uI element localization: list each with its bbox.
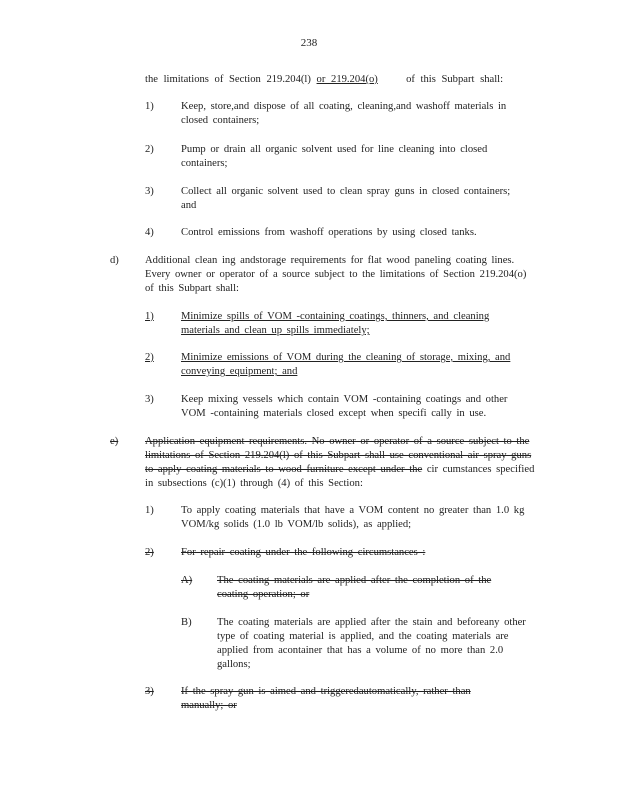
c-item-2-label: 2)	[145, 144, 154, 155]
e-item-2-label: 2)	[145, 547, 154, 558]
intro-suffix: of this Subpart shall:	[406, 74, 504, 85]
intro-line	[145, 73, 545, 87]
d-item-2-text: Minimize emissions of VOM during the cleaning of storage, mixing, and conveying equipment; and	[181, 352, 511, 377]
intro-inserted: or 219.204(o)	[316, 74, 378, 85]
c-item-3-text: Collect all organic solvent used to clean spray guns in closed containers; and	[181, 186, 511, 211]
e-item-2-text: For repair coating under the following circumstances :	[181, 547, 426, 558]
e-sub-b-label: B)	[181, 617, 192, 628]
section-d-text: Additional clean ing andstorage requirements for flat wood paneling coating lines. Every owner or operator of a source subject to the limitations of Section 219.204(o) of this Subpart shall:	[145, 255, 527, 294]
page-number: 238	[300, 37, 318, 49]
d-item-1-text: Minimize spills of VOM -containing coatings, thinners, and cleaning materials and clean up spills immediately;	[181, 311, 490, 336]
c-item-3-label: 3)	[145, 186, 154, 197]
d-item-3-text: Keep mixing vessels which contain VOM -containing coatings and other VOM -containing materials closed except when specifi cally in use.	[181, 394, 508, 419]
c-item-4-label: 4)	[145, 227, 154, 238]
section-e-text	[145, 435, 543, 491]
section-e-label: e)	[110, 436, 119, 447]
e-item-1-text: To apply coating materials that have a VOM content no greater than 1.0 kg VOM/kg solids (1.0 lb VOM/lb solids), as applied;	[181, 505, 525, 530]
c-item-2-text: Pump or drain all organic solvent used for line cleaning into closed containers;	[181, 144, 488, 169]
intro-prefix: the limitations of Section 219.204(l)	[145, 74, 311, 85]
e-sub-a-text: The coating materials are applied after the completion of the coating operation; or	[217, 575, 492, 600]
section-e-struck-text: Application equipment requirements. No owner or operator of a source subject to the limitations of Section 219.204(l) of this Subpart shall use conventional air spray guns to apply coating materials to wood furniture except under the	[145, 436, 532, 475]
c-item-1-label: 1)	[145, 101, 154, 112]
e-sub-b-text: The coating materials are applied after the stain and beforeany other type of coating material is applied, and the coating materials are applied from acontainer that has a volume of no more than 2.0 gallons;	[217, 617, 526, 670]
e-sub-a-label: A)	[181, 575, 193, 586]
c-item-1-text: Keep, store,and dispose of all coating, cleaning,and washoff materials in closed containers;	[181, 101, 507, 126]
c-item-4-text: Control emissions from washoff operations by using closed tanks.	[181, 227, 477, 238]
d-item-1-label: 1)	[145, 311, 154, 322]
d-item-2-label: 2)	[145, 352, 154, 363]
e-item-3-text: If the spray gun is aimed and triggeredautomatically, rather than manually; or	[181, 686, 471, 711]
d-item-3-label: 3)	[145, 394, 154, 405]
e-item-1-label: 1)	[145, 505, 154, 516]
section-e-remaining-text: cir cumstances specified in subsections (c)(1) through (4) of this Section:	[145, 464, 535, 489]
section-d-label: d)	[110, 255, 119, 266]
e-item-3-label: 3)	[145, 686, 154, 697]
